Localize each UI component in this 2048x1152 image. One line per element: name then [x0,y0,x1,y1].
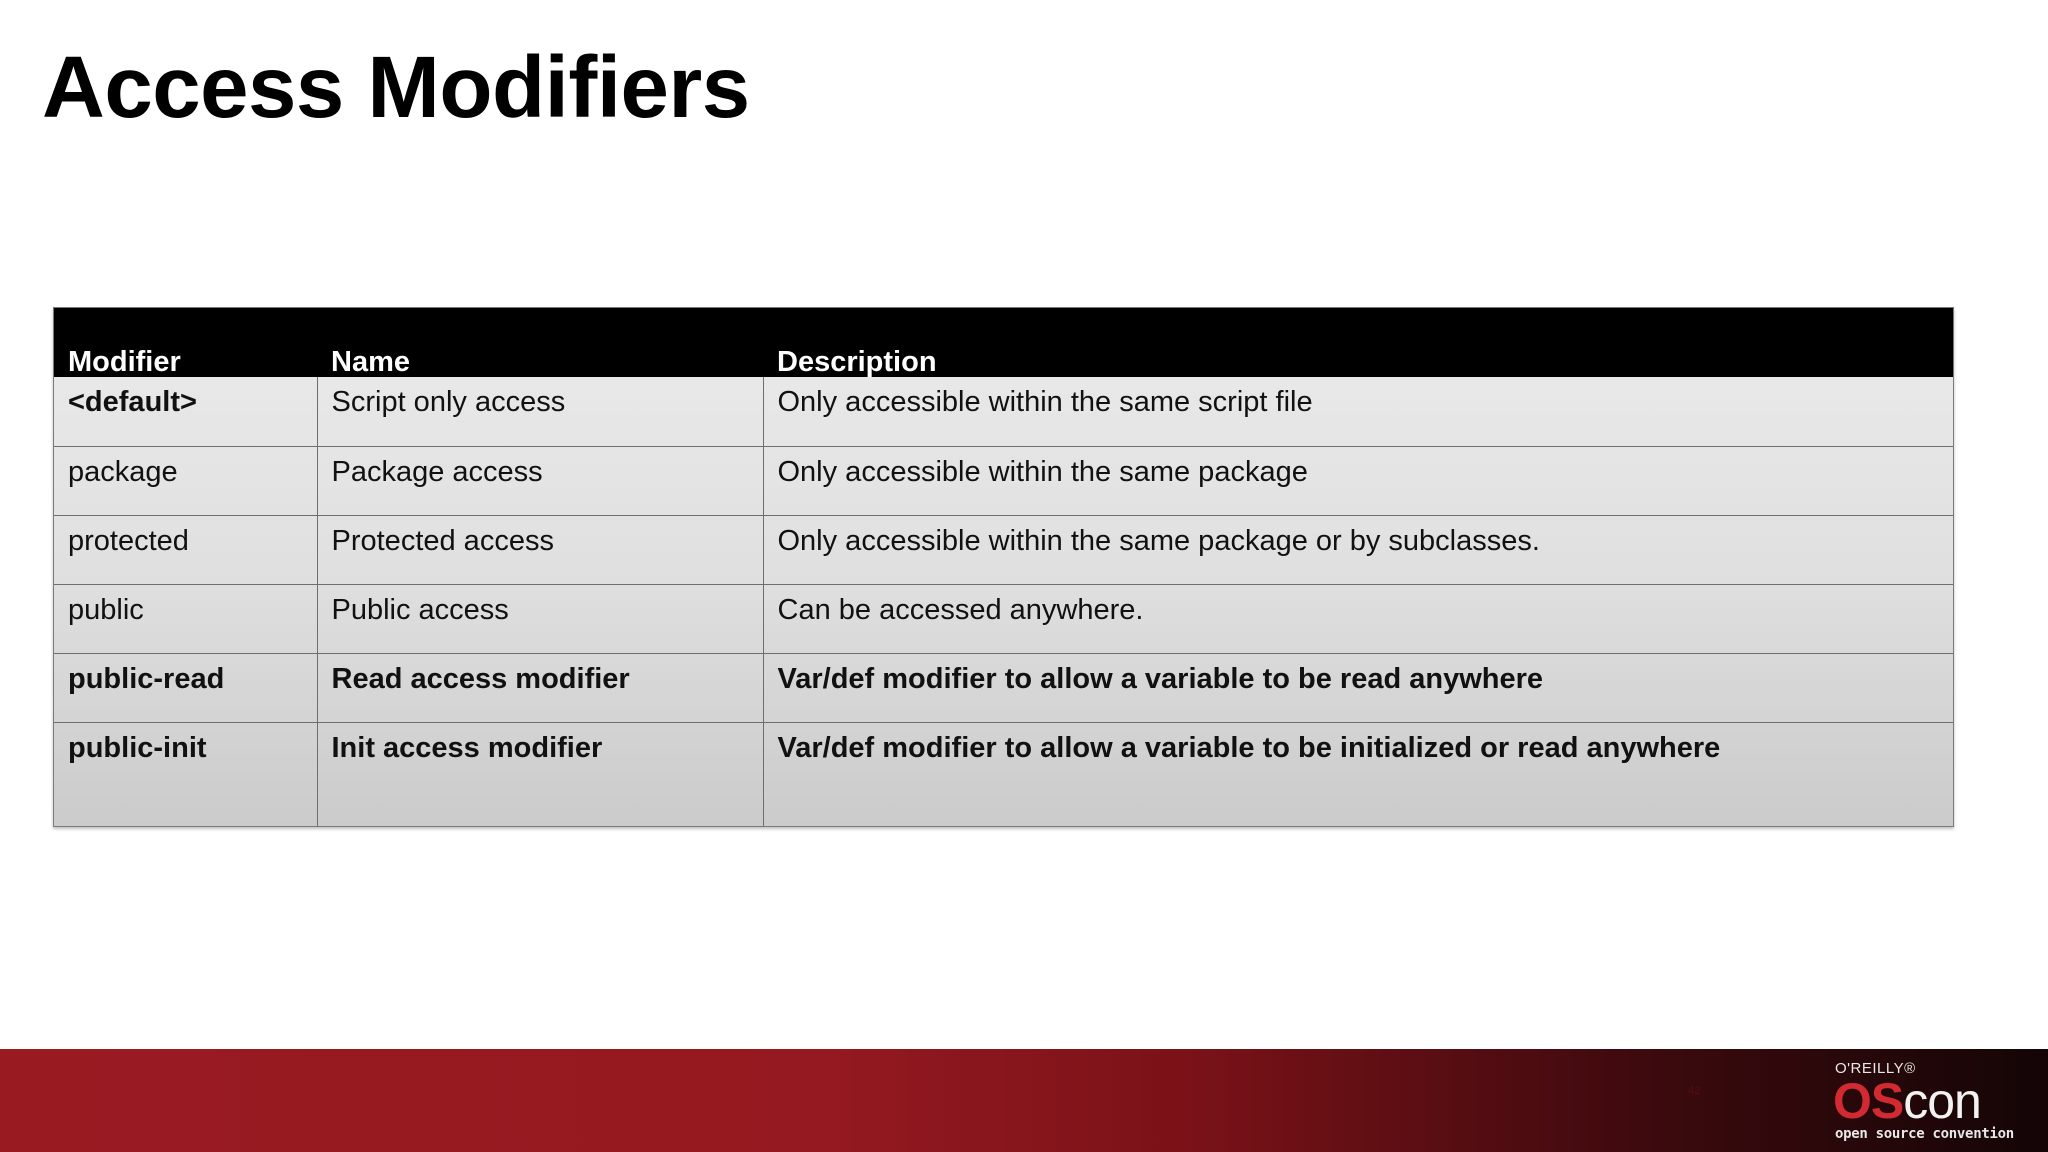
cell-modifier: public-init [54,722,317,826]
header-modifier: Modifier [68,346,181,378]
cell-description: Only accessible within the same package [763,446,1953,515]
oscon-logo [1833,1060,2033,1144]
modifiers-table [53,307,1954,827]
header-name: Name [331,346,410,378]
cell-modifier: public [54,584,317,653]
cell-name: Public access [317,584,763,653]
cell-description: Can be accessed anywhere. [763,584,1953,653]
cell-name: Init access modifier [317,722,763,826]
slide-title: Access Modifiers [42,39,750,136]
logo-con: con [1903,1073,1981,1129]
cell-name: Read access modifier [317,653,763,722]
cell-description: Only accessible within the same package or by subclasses. [763,515,1953,584]
cell-description: Var/def modifier to allow a variable to be initialized or read anywhere [777,731,1721,764]
cell-name: Script only access [317,377,763,446]
table-row [54,377,1953,446]
cell-modifier: protected [54,515,317,584]
cell-description: Var/def modifier to allow a variable to be read anywhere [763,653,1953,722]
cell-description: Only accessible within the same script file [763,377,1953,446]
cell-modifier: package [54,446,317,515]
table-row [54,722,1953,826]
table-row [54,446,1953,515]
oscon-wordmark [1833,1073,1981,1129]
footer-bar [0,1049,2048,1152]
page-number: 42 [1688,1085,1701,1097]
cell-name: Package access [317,446,763,515]
cell-name: Protected access [317,515,763,584]
header-description: Description [777,346,937,378]
table-row [54,584,1953,653]
logo-os: OS [1833,1073,1904,1129]
table-row [54,515,1953,584]
table [54,308,1953,826]
logo-tagline: open source convention [1835,1126,2014,1142]
cell-modifier: public-read [54,653,317,722]
table-header-row [54,308,1953,377]
cell-modifier: <default> [54,377,317,446]
table-row [54,653,1953,722]
oreilly-wordmark: O'REILLY® [1835,1060,1916,1077]
